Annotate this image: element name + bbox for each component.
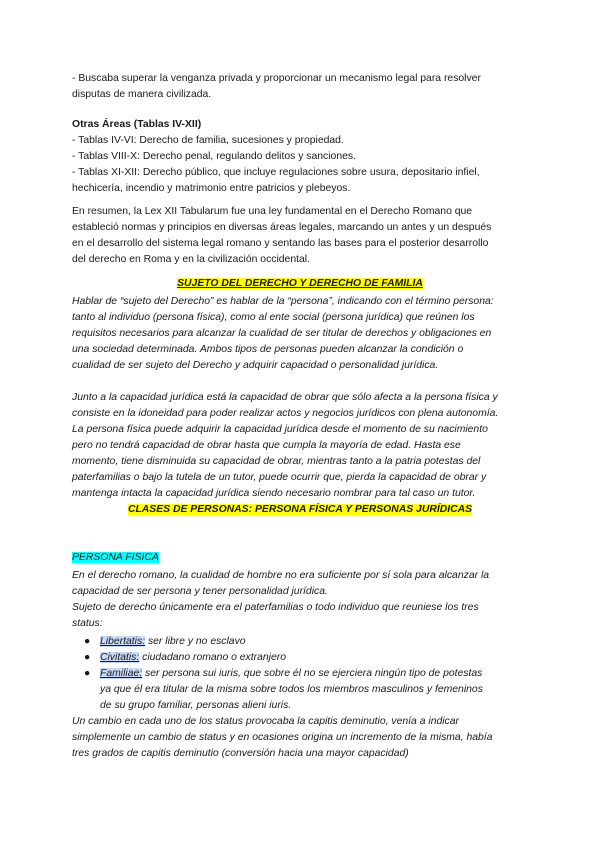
status-term: Civitatis: — [100, 652, 140, 663]
status-text-cont: ya que él era titular de la misma sobre todos los miembros masculinos y femeninos — [100, 684, 483, 695]
otras-areas-heading: Otras Áreas (Tablas IV-XII) — [72, 119, 202, 130]
text-line: momento, tiene disminuida su capacidad de obrar, mientras tanto a la patria potestas del — [72, 456, 481, 467]
bullet-icon: ● — [84, 636, 91, 647]
text-line: requisitos necesarios para alcanzar la cualidad de ser titular de derechos y obligaciones en — [72, 328, 492, 339]
section1-para1 — [72, 294, 528, 374]
text-line: mantenga intacta la capacidad jurídica siendo necesario nombrar para tal caso un tutor. — [72, 488, 476, 499]
status-term: Familiae: — [100, 668, 143, 679]
section1-block — [72, 276, 528, 518]
persona-fisica-block — [72, 550, 528, 762]
bullet-icon: ● — [84, 668, 91, 679]
text-line: La persona física puede adquirir la capacidad jurídica desde el momento de su nacimiento — [72, 424, 488, 435]
text-line: En resumen, la Lex XII Tabularum fue una ley fundamental en el Derecho Romano que — [72, 206, 473, 217]
text-line: consiste en la idoneidad para poder realizar actos y negocios jurídicos con plena autonomía. — [72, 408, 499, 419]
text-line: disputas de manera civilizada. — [72, 89, 212, 100]
status-list — [72, 634, 528, 714]
persona-fisica-intro — [72, 568, 528, 632]
section-title: CLASES DE PERSONAS: PERSONA FÍSICA Y PERSONAS JURÍDICAS — [127, 504, 473, 515]
bullet-icon: ● — [84, 652, 91, 663]
section1-para2 — [72, 390, 528, 502]
text-line: en el desarrollo del sistema legal romano y sentando las bases para el posterior desarrollo — [72, 238, 489, 249]
text-line: paterfamilias o bajo la tutela de un tutor, puede ocurrir que, pierda la capacidad de obrar y — [72, 472, 487, 483]
text-line: simplemente un cambio de status y en ocasiones origina un incremento de la misma, había — [72, 732, 493, 743]
text-line: Un cambio en cada uno de los status provocaba la capitis deminutio, venía a indicar — [72, 716, 459, 727]
status-term: Libertatis: — [100, 636, 146, 647]
list-item — [84, 634, 528, 650]
otras-areas-block — [72, 117, 528, 197]
status-text: ser persona sui iuris, que sobre él no se ejerciera ningún tipo de potestas — [142, 668, 483, 679]
text-line: status: — [72, 618, 103, 629]
text-line: Sujeto de derecho únicamente era el paterfamilias o todo individuo que reuniese los tres — [72, 602, 479, 613]
resumen-block — [72, 204, 528, 268]
subsection-heading: PERSONA FISICA — [72, 552, 159, 563]
text-line: tres grados de capitis deminutio (conversión hacia una mayor capacidad) — [72, 748, 409, 759]
text-line: En el derecho romano, la cualidad de hombre no era suficiente por sí sola para alcanzar la — [72, 570, 490, 581]
text-line: - Tablas XI-XII: Derecho público, que incluye regulaciones sobre usura, depositario infiel, — [72, 167, 480, 178]
text-line: - Tablas IV-VI: Derecho de familia, sucesiones y propiedad. — [72, 135, 344, 146]
text-line: cualidad de ser sujeto del Derecho y adquirir capacidad o personalidad jurídica. — [72, 360, 439, 371]
text-line: del derecho en Roma y en la civilización occidental. — [72, 254, 310, 265]
persona-fisica-closing — [72, 714, 528, 762]
text-line: tanto al individuo (persona física), como al ente social (persona jurídica) que reúnen los — [72, 312, 475, 323]
intro-block — [72, 71, 528, 103]
text-line: Junto a la capacidad jurídica está la capacidad de obrar que sólo afecta a la persona física y — [72, 392, 498, 403]
text-line: capacidad de ser persona y tener personalidad jurídica. — [72, 586, 328, 597]
status-text: ser libre y no esclavo — [145, 636, 246, 647]
list-item — [84, 650, 528, 666]
status-text: ciudadano romano o extranjero — [139, 652, 286, 663]
text-line: - Tablas VIII-X: Derecho penal, regulando delitos y sanciones. — [72, 151, 356, 162]
text-line: pero no tendrá capacidad de obrar hasta que cumpla la mayoría de edad. Hasta ese — [72, 440, 461, 451]
list-item — [84, 666, 528, 714]
status-text-cont: de su grupo familiar, personas alieni iuris. — [100, 700, 292, 711]
text-line: - Buscaba superar la venganza privada y proporcionar un mecanismo legal para resolver — [72, 73, 481, 84]
text-line: Hablar de “sujeto del Derecho” es hablar de la “persona”, indicando con el término persona: — [72, 296, 494, 307]
text-line: estableció normas y principios en diversas áreas legales, marcando un antes y un después — [72, 222, 492, 233]
section-title: SUJETO DEL DERECHO Y DERECHO DE FAMILIA — [177, 278, 423, 289]
text-line: una sociedad determinada. Ambos tipos de personas pueden alcanzar la condición o — [72, 344, 464, 355]
text-line: hechicería, incendio y matrimonio entre patricios y plebeyos. — [72, 183, 351, 194]
